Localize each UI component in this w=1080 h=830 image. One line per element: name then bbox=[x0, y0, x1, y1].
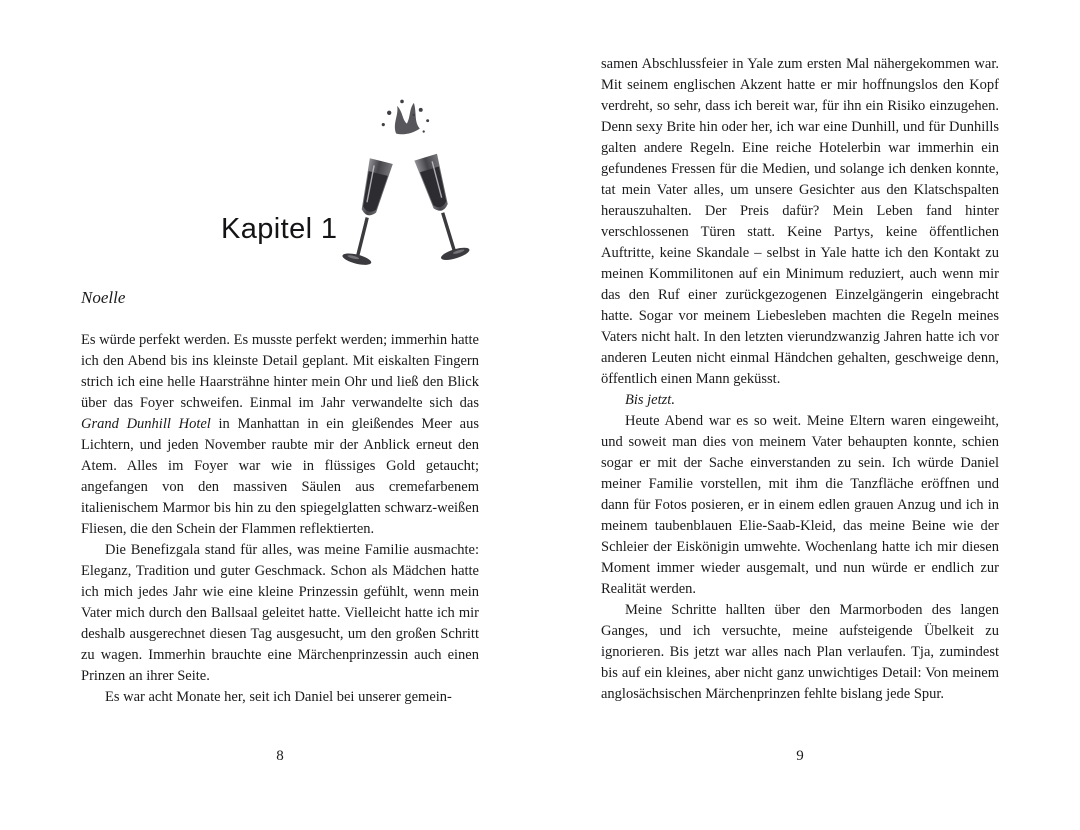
splash-shape bbox=[382, 100, 429, 135]
hotel-name-italic: Grand Dunhill Hotel bbox=[81, 416, 211, 432]
page-number-right: 9 bbox=[796, 748, 804, 764]
champagne-glasses-illustration bbox=[327, 98, 479, 310]
paragraph-italic: Bis jetzt. bbox=[625, 392, 675, 408]
paragraph-text: in Manhattan in ein gleißendes Meer aus Lichtern, und jeden November raubte mir der Anblick erneut den Atem. Alles im Foyer war wie in flüssiges Gold getaucht; angefangen von den massiven Säulen aus cremefarbenem italienischem Marmor bis hin zu den spiegelglatten schwarz-weißen Fliesen, die den Schein der Flammen reflektierten. bbox=[81, 416, 479, 537]
paragraph: Es war acht Monate her, seit ich Daniel bei unserer gemein- bbox=[105, 689, 452, 705]
chapter-title: Kapitel 1 bbox=[221, 213, 338, 245]
page-left bbox=[81, 0, 479, 830]
pov-name: Noelle bbox=[81, 288, 126, 307]
paragraph bbox=[81, 330, 479, 540]
paragraph: Die Benefizgala stand für alles, was meine Familie ausmachte: Eleganz, Tradition und guter Geschmack. Schon als Mädchen hatte ich mich jedes Jahr wie eine kleine Prinzessin gefühlt, wenn mein Vater mich durch den Ballsaal geleitet hatte. Vielleicht hatte ich mir deshalb ausgerechnet diesen Tag ausgesucht, um den großen Schritt zu wagen. Immerhin brauchte eine Märchenprinzessin auch einen Prinzen an ihrer Seite. bbox=[81, 542, 479, 684]
champagne-glasses-graphic bbox=[327, 98, 479, 310]
glass-right bbox=[412, 153, 471, 263]
body-text-right bbox=[601, 54, 999, 705]
paragraph: Heute Abend war es so weit. Meine Eltern waren eingeweiht, und soweit man dies von meinem Vater behaupten konnte, schien sogar er mit der Sache einverstanden zu sein. Ich würde Daniel meiner Familie vorstellen, mit ihm die Tanzfläche eröffnen und dann für Fotos posieren, er in einem edlen grauen Anzug und ich in meinem taubenblauen Elie-Saab-Kleid, das meine Beine wie der Schleier der Eiskönigin umwehte. Wochenlang hatte ich mir diesen Moment immer wieder ausgemalt, und nun würde er endlich zur Realität werden. bbox=[601, 413, 999, 597]
paragraph: Meine Schritte hallten über den Marmorboden des langen Ganges, und ich versuchte, meine aufsteigende Übelkeit zu ignorieren. Bis jetzt war alles nach Plan verlaufen. Tja, zumindest bis auf ein kleines, aber nicht ganz unwichtiges Detail: Von meinem anglosächsischen Märchenprinzen fehlte bislang jede Spur. bbox=[601, 602, 999, 702]
glass-left bbox=[341, 158, 395, 268]
paragraph: samen Abschlussfeier in Yale zum ersten Mal nähergekommen war. Mit seinem englischen Akzent hatte er mir hoffnungslos den Kopf verdreht, so sehr, dass ich bereit war, für ihn ein Risiko einzugehen. Denn sexy Brite hin oder her, ich war eine Dunhill, und für Dunhills galten andere Regeln. Eine reiche Hotelerbin war immerhin ein gefundenes Fressen für die Medien, und solange ich denken konnte, tat mein Vater alles, um unsere Gesichter aus den Klatschspalten herauszuhalten. Der Preis dafür? Mein Leben fand hinter verschlossenen Türen statt. Keine Partys, keine öffentlichen Auftritte, keine Skandale – selbst in Yale hatte ich den Kontakt zu meinen Kommilitonen auf ein Minimum reduziert, auch wenn mir das den Ruf einer zurückgezogenen Einzelgängerin eingebracht hatte. Sogar vor meinem Liebesleben machten die Regeln meines Vaters nicht halt. In den letzten vierundzwanzig Jahren hatte ich vor anderen Leuten nicht einmal Händchen gehalten, geschweige denn, öffentlich einen Mann geküsst. bbox=[601, 56, 999, 387]
paragraph-text: Es würde perfekt werden. Es musste perfekt werden; immerhin hatte ich den Abend bis ins kleinste Detail geplant. Mit eiskalten Fingern strich ich eine helle Haarsträhne hinter mein Ohr und ließ den Blick über das Foyer schweifen. Einmal im Jahr verwandelte sich das bbox=[81, 332, 479, 411]
page-number-left: 8 bbox=[276, 748, 284, 764]
body-text-left bbox=[81, 330, 479, 708]
page-right bbox=[601, 0, 999, 830]
